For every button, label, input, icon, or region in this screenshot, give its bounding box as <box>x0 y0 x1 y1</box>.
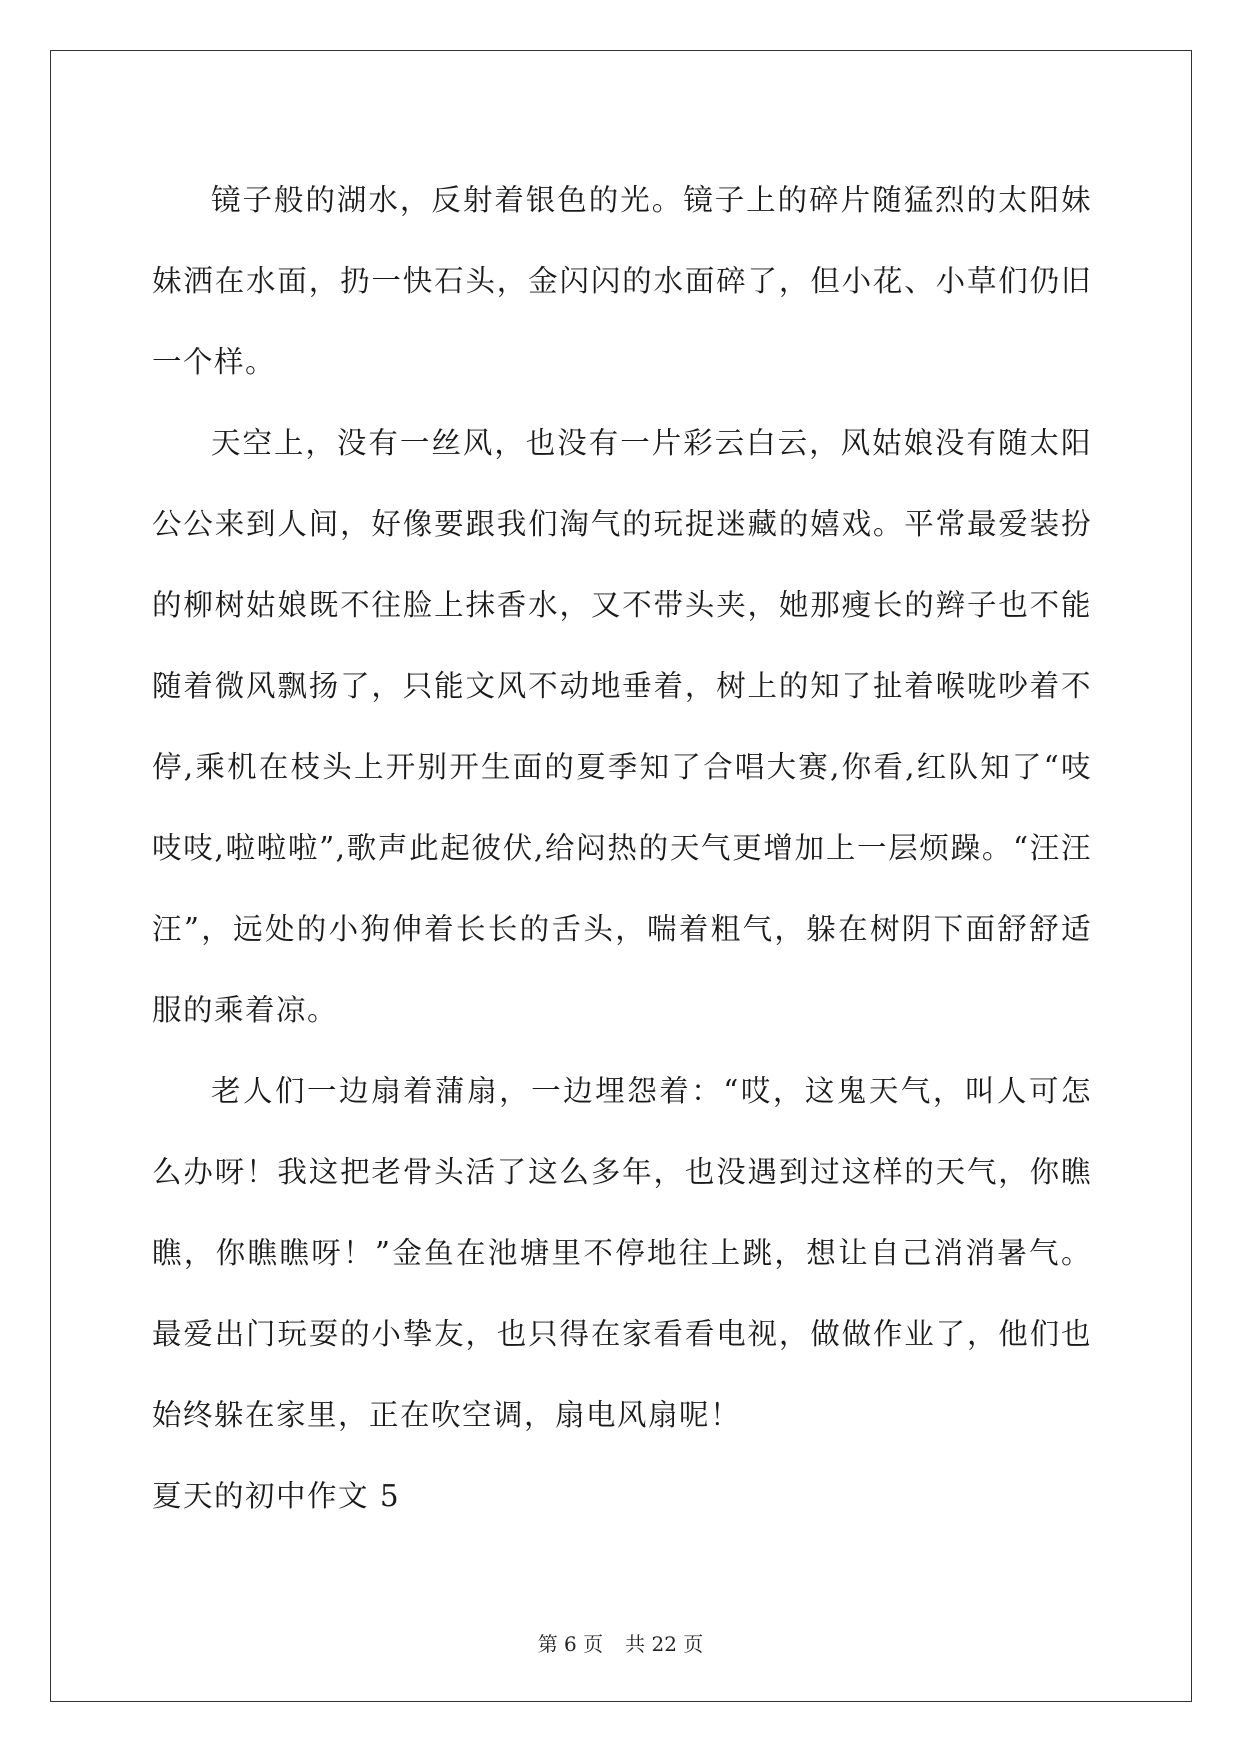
page-footer <box>0 1628 1241 1657</box>
paragraph-elders: 老人们一边扇着蒲扇，一边埋怨着：“哎，这鬼天气，叫人可怎么办呀！我这把老骨头活了这么多年，也没遇到过这样的天气，你瞧瞧，你瞧瞧呀！”金鱼在池塘里不停地往上跳，想让自己消消暑气。最爱出门玩耍的小挚友，也只得在家看看电视，做做作业了，他们也始终躲在家里，正在吹空调，扇电风扇呢！ <box>152 1074 1092 1432</box>
page-total: 共 22 页 <box>625 1632 704 1656</box>
document-body <box>152 160 1092 1537</box>
paragraph-lake: 镜子般的湖水，反射着银色的光。镜子上的碎片随猛烈的太阳妹妹洒在水面，扔一快石头，金闪闪的水面碎了，但小花、小草们仍旧一个样。 <box>152 183 1092 379</box>
page-number: 第 6 页 <box>537 1632 604 1656</box>
essay-heading: 夏天的初中作文 5 <box>152 1479 401 1513</box>
paragraph-sky: 天空上，没有一丝风，也没有一片彩云白云，风姑娘没有随太阳公公来到人间，好像要跟我们淘气的玩捉迷藏的嬉戏。平常最爱装扮的柳树姑娘既不往脸上抹香水，又不带头夹，她那瘦长的辫子也不能随着微风飘扬了，只能文风不动地垂着，树上的知了扯着喉咙吵着不停,乘机在枝头上开别开生面的夏季知了合唱大赛,你看,红队知了“吱吱吱,啦啦啦”,歌声此起彼伏,给闷热的天气更增加上一层烦躁。“汪汪汪”，远处的小狗伸着长长的舌头，喘着粗气，躲在树阴下面舒舒适服的乘着凉。 <box>152 426 1092 1027</box>
